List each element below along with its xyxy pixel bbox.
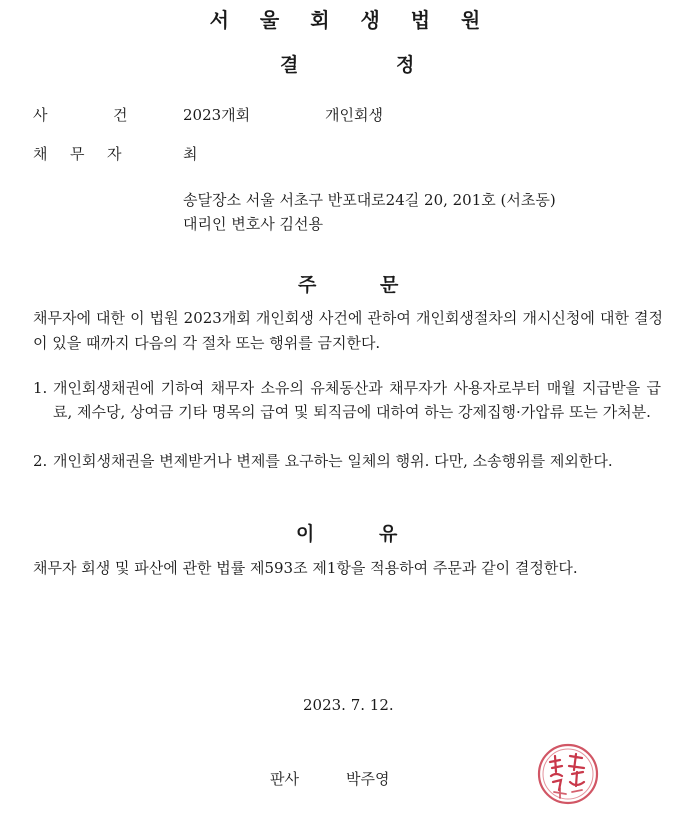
order-item-text: 개인회생채권에 기하여 채무자 소유의 유체동산과 채무자가 사용자로부터 매월 지급받을 급료, 제수당, 상여금 기타 명목의 급여 및 퇴직금에 대하여 하는 강제집행·가압류 또는 가처분.	[53, 379, 661, 421]
order-heading-left: 주	[298, 274, 317, 296]
order-paragraph: 채무자에 대한 이 법원 2023개회 개인회생 사건에 관하여 개인회생절차의 개시신청에 대한 결정이 있을 때까지 다음의 각 절차 또는 행위를 금지한다.	[33, 309, 663, 352]
reason-paragraph: 채무자 회생 및 파산에 관한 법률 제593조 제1항을 적용하여 주문과 같이 결정한다.	[33, 559, 578, 577]
agent: 대리인 변호사 김선용	[183, 215, 323, 233]
judge-seal-icon	[536, 742, 600, 806]
order-item-number: 1.	[33, 379, 48, 397]
delivery-address: 송달장소 서울 서초구 반포대로24길 20, 201호 (서초동)	[183, 191, 556, 209]
judge-name: 박주영	[346, 770, 390, 788]
judge-title: 판사	[270, 770, 299, 788]
debtor-name: 최	[183, 145, 198, 163]
order-item-number: 2.	[33, 452, 48, 470]
debtor-label: 채 무 자	[33, 145, 122, 163]
case-number: 2023개회	[183, 106, 251, 124]
order-item-text: 개인회생채권을 변제받거나 변제를 요구하는 일체의 행위. 다만, 소송행위를 제외한다.	[53, 452, 613, 470]
case-label: 사 건	[33, 106, 128, 124]
decision-title-right: 정	[396, 54, 415, 76]
decision-date: 2023. 7. 12.	[303, 696, 394, 714]
order-heading-right: 문	[380, 274, 399, 296]
reason-heading-right: 유	[379, 523, 398, 545]
case-name: 개인회생	[325, 106, 383, 124]
decision-title-left: 결	[280, 54, 299, 76]
reason-heading-left: 이	[296, 523, 315, 545]
court-name: 서 울 회 생 법 원	[209, 8, 493, 32]
